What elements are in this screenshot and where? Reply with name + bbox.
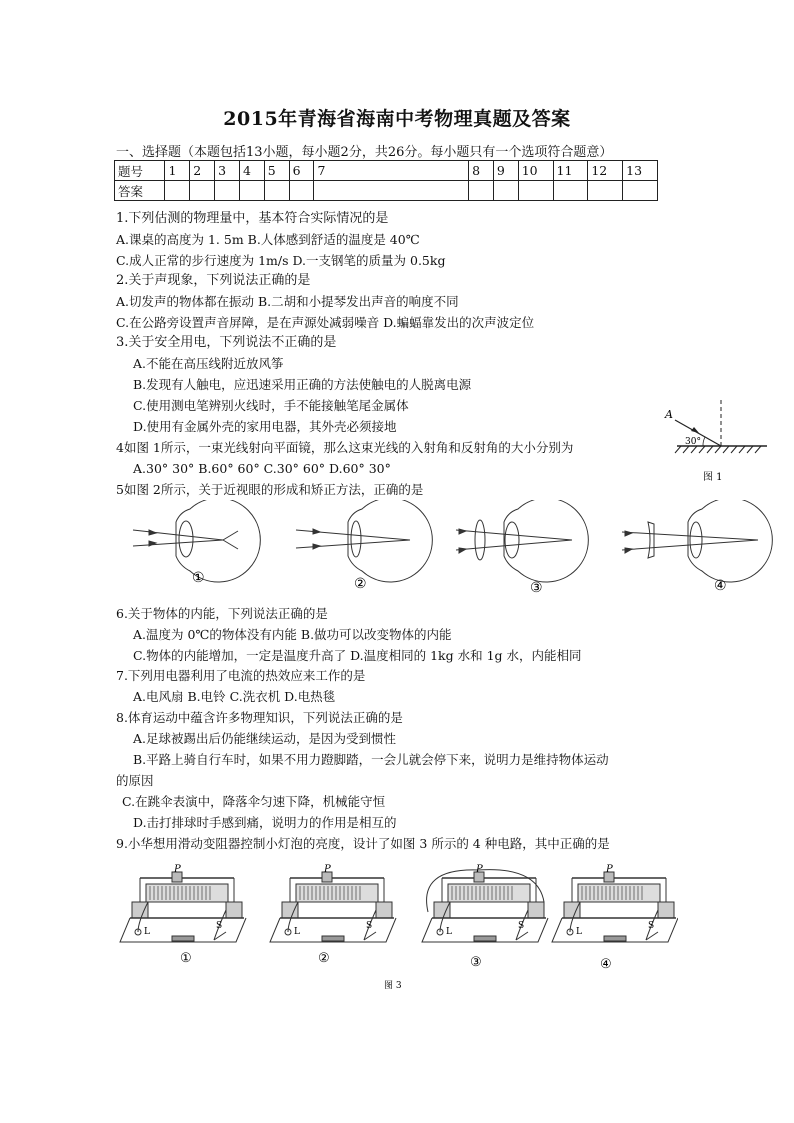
answer-cell[interactable] bbox=[239, 181, 264, 201]
answer-cell[interactable] bbox=[190, 181, 215, 201]
circuit-diagram-3 bbox=[422, 872, 548, 942]
circuit-4-slider-label: P bbox=[606, 864, 613, 875]
circuit-diagram-2 bbox=[270, 872, 396, 942]
figure-1-caption: 图 1 bbox=[703, 472, 723, 483]
table-cell: 1 bbox=[165, 161, 190, 181]
table-cell: 4 bbox=[239, 161, 264, 181]
question-8-option-b: B.平路上骑自行车时，如果不用力蹬脚踏，一会儿就会停下来，说明力是维持物体运动 bbox=[133, 752, 609, 767]
question-3-option-d: D.使用有金属外壳的家用电器，其外壳必须接地 bbox=[133, 419, 397, 434]
angle-arc bbox=[703, 437, 705, 446]
circuit-label-4: ④ bbox=[600, 957, 612, 972]
answer-cell[interactable] bbox=[493, 181, 518, 201]
answer-cell[interactable] bbox=[215, 181, 240, 201]
question-4-options: A.30° 30° B.60° 60° C.30° 60° D.60° 30° bbox=[133, 461, 391, 476]
answer-cell[interactable] bbox=[623, 181, 658, 201]
question-9: 9.小华想用滑动变阻器控制小灯泡的亮度，设计了如图 3 所示的 4 种电路，其中正确的是 bbox=[116, 836, 610, 851]
question-6: 6.关于物体的内能，下列说法正确的是 bbox=[116, 606, 328, 621]
circuit-1-lamp-label: L bbox=[144, 927, 150, 937]
answer-cell[interactable] bbox=[518, 181, 553, 201]
table-cell: 2 bbox=[190, 161, 215, 181]
question-3-option-a: A.不能在高压线附近放风筝 bbox=[133, 356, 284, 371]
circuit-label-3: ③ bbox=[470, 955, 482, 970]
table-cell: 11 bbox=[553, 161, 588, 181]
eye-label-1: ① bbox=[192, 570, 205, 586]
page-title: 2015年青海省海南中考物理真题及答案 bbox=[223, 108, 571, 130]
eye-diagram-3 bbox=[456, 500, 588, 582]
table-row bbox=[115, 161, 658, 181]
table-cell: 5 bbox=[264, 161, 289, 181]
question-1: 1.下列估测的物理量中，基本符合实际情况的是 bbox=[116, 211, 389, 226]
question-3-option-c: C.使用测电笔辨别火线时，手不能接触笔尾金属体 bbox=[133, 398, 409, 413]
circuit-2-slider-label: P bbox=[324, 864, 331, 875]
answer-cell[interactable] bbox=[469, 181, 494, 201]
figure-2-eye-diagrams bbox=[128, 500, 778, 600]
question-2-options-ab: A.切发声的物体都在振动 B.二胡和小提琴发出声音的响度不同 bbox=[116, 294, 459, 309]
table-header-cell: 题号 bbox=[115, 161, 165, 181]
eye-label-3: ③ bbox=[530, 580, 543, 596]
answer-table bbox=[114, 160, 658, 201]
figure-1-angle: 30° bbox=[685, 437, 701, 447]
answer-cell[interactable] bbox=[289, 181, 314, 201]
eye-diagram-4 bbox=[622, 500, 772, 582]
question-8-option-b-cont: 的原因 bbox=[116, 773, 154, 788]
mirror-hatching bbox=[675, 446, 761, 453]
question-8-option-c: C.在跳伞表演中，降落伞匀速下降，机械能守恒 bbox=[122, 794, 386, 809]
circuit-4-switch-label: S bbox=[648, 921, 655, 931]
question-2: 2.关于声现象，下列说法正确的是 bbox=[116, 273, 311, 288]
table-header-cell: 答案 bbox=[115, 181, 165, 201]
ray-arrow bbox=[691, 427, 699, 433]
circuit-diagram-4 bbox=[552, 872, 678, 942]
question-5: 5如图 2所示，关于近视眼的形成和矫正方法，正确的是 bbox=[116, 482, 424, 497]
circuit-diagram-1 bbox=[120, 872, 246, 942]
table-cell: 13 bbox=[623, 161, 658, 181]
table-cell: 7 bbox=[314, 161, 469, 181]
eye-label-2: ② bbox=[354, 576, 367, 592]
question-8-option-a: A.足球被踢出后仍能继续运动，是因为受到惯性 bbox=[133, 731, 397, 746]
section-intro: 一、选择题（本题包括13小题，每小题2分，共26分。每小题只有一个选项符合题意） bbox=[116, 145, 613, 160]
figure-1-mirror-diagram bbox=[655, 398, 775, 488]
table-cell: 6 bbox=[289, 161, 314, 181]
question-6-options-ab: A.温度为 0℃的物体没有内能 B.做功可以改变物体的内能 bbox=[133, 627, 452, 642]
question-3: 3.关于安全用电，下列说法不正确的是 bbox=[116, 335, 337, 350]
circuit-3-slider-label: P bbox=[476, 864, 483, 875]
circuit-1-slider-label: P bbox=[174, 864, 181, 875]
answer-cell[interactable] bbox=[553, 181, 588, 201]
figure-3-caption: 图 3 bbox=[384, 981, 402, 991]
table-cell: 3 bbox=[215, 161, 240, 181]
circuit-2-switch-label: S bbox=[366, 921, 373, 931]
question-6-options-cd: C.物体的内能增加，一定是温度升高了 D.温度相同的 1kg 水和 1g 水，内能相同 bbox=[133, 648, 582, 663]
table-cell: 10 bbox=[518, 161, 553, 181]
question-8-option-d: D.击打排球时手感到痛，说明力的作用是相互的 bbox=[133, 815, 397, 830]
question-7-options: A.电风扇 B.电铃 C.洗衣机 D.电热毯 bbox=[133, 689, 336, 704]
figure-3-circuits bbox=[118, 862, 678, 992]
circuit-3-lamp-label: L bbox=[446, 927, 452, 937]
table-cell: 12 bbox=[588, 161, 623, 181]
answer-cell[interactable] bbox=[264, 181, 289, 201]
eye-diagram-2 bbox=[296, 500, 432, 582]
question-2-options-cd: C.在公路旁设置声音屏障，是在声源处减弱噪音 D.蝙蝠靠发出的次声波定位 bbox=[116, 315, 535, 330]
eye-label-4: ④ bbox=[714, 578, 727, 594]
circuit-2-lamp-label: L bbox=[294, 927, 300, 937]
table-cell: 8 bbox=[469, 161, 494, 181]
question-3-option-b: B.发现有人触电，应迅速采用正确的方法使触电的人脱离电源 bbox=[133, 377, 472, 392]
circuit-3-switch-label: S bbox=[518, 921, 525, 931]
circuit-label-2: ② bbox=[318, 951, 330, 966]
circuit-label-1: ① bbox=[180, 951, 192, 966]
table-cell: 9 bbox=[493, 161, 518, 181]
question-1-options-cd: C.成人正常的步行速度为 1m/s D.一支钢笔的质量为 0.5kg bbox=[116, 253, 446, 268]
table-row bbox=[115, 181, 658, 201]
figure-1-label-a: A bbox=[665, 408, 673, 421]
answer-cell[interactable] bbox=[314, 181, 469, 201]
circuit-1-switch-label: S bbox=[216, 921, 223, 931]
question-7: 7.下列用电器利用了电流的热效应来工作的是 bbox=[116, 668, 366, 683]
answer-cell[interactable] bbox=[588, 181, 623, 201]
question-1-options-ab: A.课桌的高度为 1. 5m B.人体感到舒适的温度是 40℃ bbox=[116, 232, 420, 247]
question-8: 8.体育运动中蕴含许多物理知识，下列说法正确的是 bbox=[116, 710, 403, 725]
question-4: 4如图 1所示，一束光线射向平面镜，那么这束光线的入射角和反射角的大小分别为 bbox=[116, 440, 574, 455]
circuit-4-lamp-label: L bbox=[576, 927, 582, 937]
answer-cell[interactable] bbox=[165, 181, 190, 201]
